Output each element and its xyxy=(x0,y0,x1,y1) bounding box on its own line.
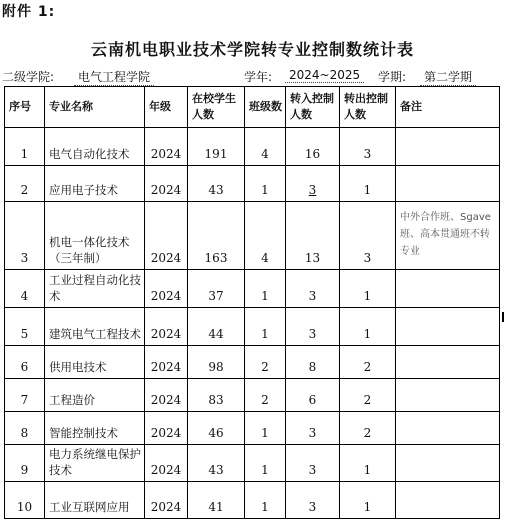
cell-index: 3 xyxy=(5,202,45,270)
cell-major: 应用电子技术 xyxy=(45,166,145,202)
cell-index: 9 xyxy=(5,445,45,482)
cell-transfer-out: 1 xyxy=(340,445,396,482)
cell-transfer-in: 8 xyxy=(286,346,340,379)
header-enrolled: 在校学生人数 xyxy=(188,87,245,128)
cell-major: 机电一体化技术（三年制） xyxy=(45,202,145,270)
cell-grade: 2024 xyxy=(145,202,188,270)
term-label: 学期: xyxy=(378,70,407,84)
cell-classes: 1 xyxy=(245,445,286,482)
term-value: 第二学期 xyxy=(420,68,476,86)
cell-note: 中外合作班、Sgave 班、高本贯通班不转专业 xyxy=(396,202,500,270)
cell-transfer-in: 3 xyxy=(286,412,340,445)
cell-index: 5 xyxy=(5,308,45,346)
table-row xyxy=(5,482,500,519)
cell-transfer-out: 1 xyxy=(340,166,396,202)
cell-transfer-in: 6 xyxy=(286,379,340,412)
cell-transfer-out: 2 xyxy=(340,412,396,445)
table-row xyxy=(5,166,500,202)
cell-major: 供用电技术 xyxy=(45,346,145,379)
meta-row xyxy=(0,68,505,84)
cell-index: 10 xyxy=(5,482,45,519)
college-value: 电气工程学院 xyxy=(74,68,154,86)
cell-transfer-out: 1 xyxy=(340,482,396,519)
attachment-label: 附件 1: xyxy=(2,4,56,20)
cell-transfer-in: 3 xyxy=(286,445,340,482)
header-transfer-out: 转出控制人数 xyxy=(340,87,396,128)
cell-note xyxy=(396,412,500,445)
cell-major: 工业过程自动化技术 xyxy=(45,270,145,308)
cell-index: 2 xyxy=(5,166,45,202)
cell-note xyxy=(396,346,500,379)
cell-transfer-out: 2 xyxy=(340,379,396,412)
table-row xyxy=(5,412,500,445)
cell-classes: 2 xyxy=(245,346,286,379)
header-grade: 年级 xyxy=(145,87,188,128)
cell-index: 6 xyxy=(5,346,45,379)
header-major: 专业名称 xyxy=(45,87,145,128)
cell-grade: 2024 xyxy=(145,445,188,482)
cell-major: 智能控制技术 xyxy=(45,412,145,445)
cell-classes: 1 xyxy=(245,308,286,346)
document-title: 云南机电职业技术学院转专业控制数统计表 xyxy=(90,40,414,59)
cell-transfer-in: 3 xyxy=(286,308,340,346)
header-note: 备注 xyxy=(396,87,500,128)
cell-classes: 1 xyxy=(245,166,286,202)
cell-transfer-out: 2 xyxy=(340,346,396,379)
cell-note xyxy=(396,166,500,202)
cell-transfer-in: 3 xyxy=(286,482,340,519)
table-row xyxy=(5,445,500,482)
cell-note xyxy=(396,482,500,519)
cell-enrolled: 191 xyxy=(188,128,245,166)
cell-major: 电力系统继电保护技术 xyxy=(45,445,145,482)
cell-transfer-out: 3 xyxy=(340,128,396,166)
cell-grade: 2024 xyxy=(145,308,188,346)
cell-major: 工程造价 xyxy=(45,379,145,412)
cell-classes: 4 xyxy=(245,128,286,166)
cell-classes: 1 xyxy=(245,270,286,308)
cell-major: 工业互联网应用 xyxy=(45,482,145,519)
cell-transfer-in: 16 xyxy=(286,128,340,166)
cell-classes: 1 xyxy=(245,412,286,445)
cell-classes: 4 xyxy=(245,202,286,270)
table-row xyxy=(5,346,500,379)
header-index: 序号 xyxy=(5,87,45,128)
cell-grade: 2024 xyxy=(145,166,188,202)
cell-grade: 2024 xyxy=(145,346,188,379)
year-value: 2024~2025 xyxy=(285,68,364,83)
cell-note xyxy=(396,308,500,346)
cell-transfer-out: 3 xyxy=(340,202,396,270)
table-row xyxy=(5,202,500,270)
cell-note xyxy=(396,128,500,166)
cell-transfer-in: 13 xyxy=(286,202,340,270)
cell-enrolled: 43 xyxy=(188,166,245,202)
cell-grade: 2024 xyxy=(145,270,188,308)
cell-classes: 2 xyxy=(245,379,286,412)
table-row xyxy=(5,379,500,412)
cell-grade: 2024 xyxy=(145,482,188,519)
header-classes: 班级数 xyxy=(245,87,286,128)
cell-major: 电气自动化技术 xyxy=(45,128,145,166)
cell-index: 4 xyxy=(5,270,45,308)
cell-enrolled: 41 xyxy=(188,482,245,519)
cell-index: 1 xyxy=(5,128,45,166)
cell-enrolled: 83 xyxy=(188,379,245,412)
cell-enrolled: 43 xyxy=(188,445,245,482)
cell-transfer-in: 3 xyxy=(286,166,340,202)
cell-enrolled: 37 xyxy=(188,270,245,308)
cell-index: 7 xyxy=(5,379,45,412)
cell-transfer-out: 1 xyxy=(340,270,396,308)
cell-note xyxy=(396,270,500,308)
table-row xyxy=(5,308,500,346)
edge-marker xyxy=(502,312,504,322)
cell-classes: 1 xyxy=(245,482,286,519)
cell-grade: 2024 xyxy=(145,128,188,166)
college-label: 二级学院: xyxy=(2,70,55,84)
cell-enrolled: 44 xyxy=(188,308,245,346)
year-label: 学年: xyxy=(244,70,273,84)
cell-note xyxy=(396,379,500,412)
table-header-row xyxy=(5,87,500,128)
table-row xyxy=(5,128,500,166)
cell-major: 建筑电气工程技术 xyxy=(45,308,145,346)
cell-enrolled: 98 xyxy=(188,346,245,379)
cell-transfer-out: 1 xyxy=(340,308,396,346)
cell-enrolled: 163 xyxy=(188,202,245,270)
cell-enrolled: 46 xyxy=(188,412,245,445)
cell-grade: 2024 xyxy=(145,412,188,445)
quota-table xyxy=(4,86,500,519)
cell-index: 8 xyxy=(5,412,45,445)
header-transfer-in: 转入控制人数 xyxy=(286,87,340,128)
cell-transfer-in: 3 xyxy=(286,270,340,308)
cell-grade: 2024 xyxy=(145,379,188,412)
table-row xyxy=(5,270,500,308)
cell-note xyxy=(396,445,500,482)
